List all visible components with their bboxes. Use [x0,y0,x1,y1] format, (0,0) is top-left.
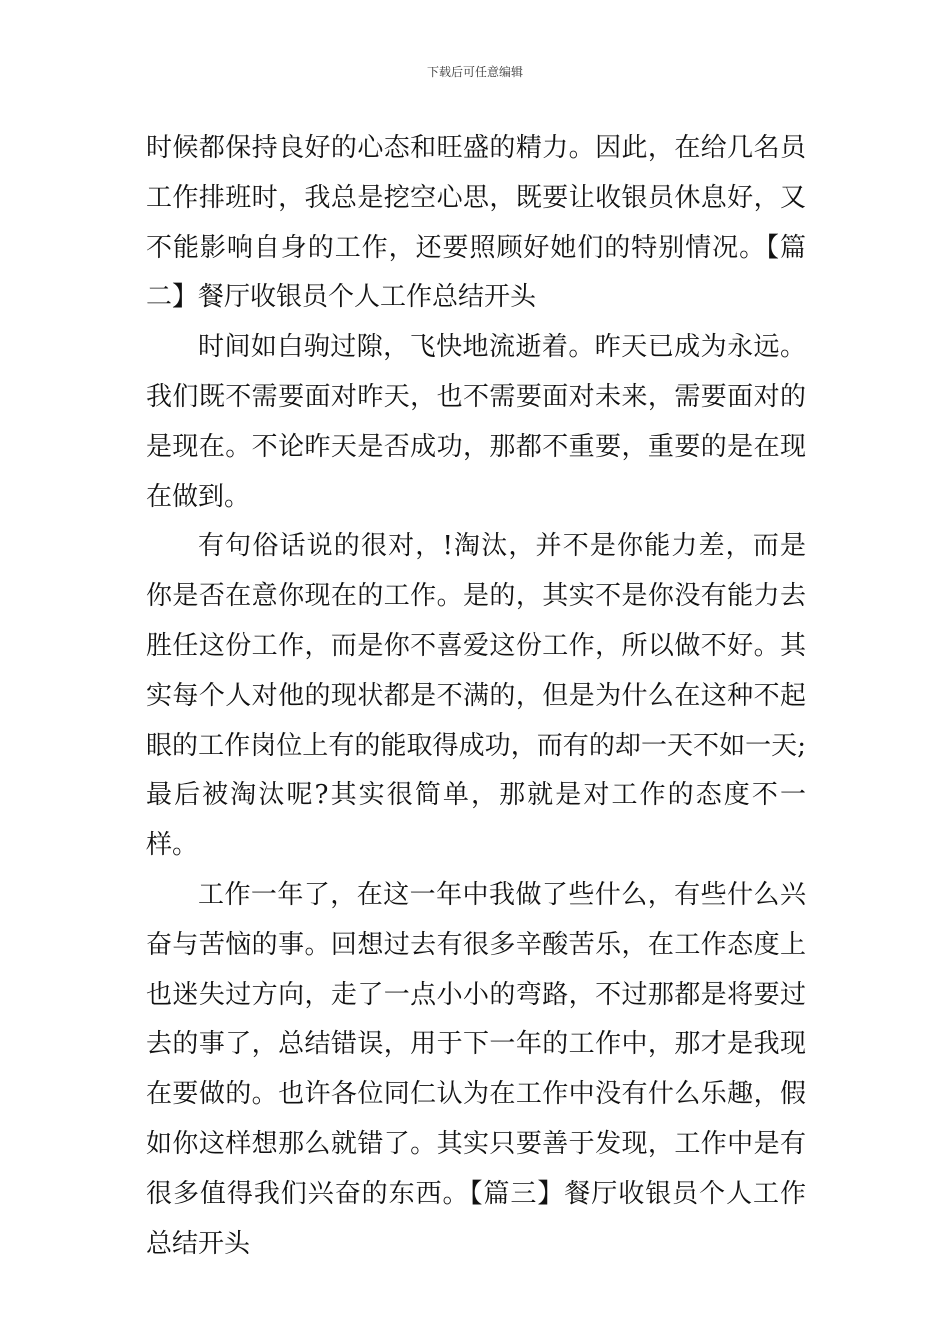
paragraph-3: 有句俗话说的很对，!淘汰，并不是你能力差，而是你是否在意你现在的工作。是的，其实不是你没有能力去胜任这份工作，而是你不喜爱这份工作，所以做不好。其实每个人对他的现状都是不满的，但是为什么在这种不起眼的工作岗位上有的能取得成功，而有的却一天不如一天;最后被淘汰呢?其实很简单，那就是对工作的态度不一样。 [146,531,806,861]
paragraph-1: 时候都保持良好的心态和旺盛的精力。因此，在给几名员工作排班时，我总是挖空心思，既要让收银员休息好，又不能影响自身的工作，还要照顾好她们的特别情况。【篇二】餐厅收银员个人工作总结开头 [146,133,806,313]
paragraph-4: 工作一年了，在这一年中我做了些什么，有些什么兴奋与苦恼的事。回想过去有很多辛酸苦乐，在工作态度上也迷失过方向，走了一点小小的弯路，不过那都是将要过去的事了，总结错误，用于下一年的工作中，那才是我现在要做的。也许各位同仁认为在工作中没有什么乐趣，假如你这样想那么就错了。其实只要善于发现，工作中是有很多值得我们兴奋的东西。【篇三】餐厅收银员个人工作总结开头 [146,879,806,1259]
paragraph-2: 时间如白驹过隙，飞快地流逝着。昨天已成为永远。我们既不需要面对昨天，也不需要面对未来，需要面对的是现在。不论昨天是否成功，那都不重要，重要的是在现在做到。 [146,332,806,512]
page-header: 下载后可任意编辑 [426,65,523,79]
document-body [146,124,806,1269]
